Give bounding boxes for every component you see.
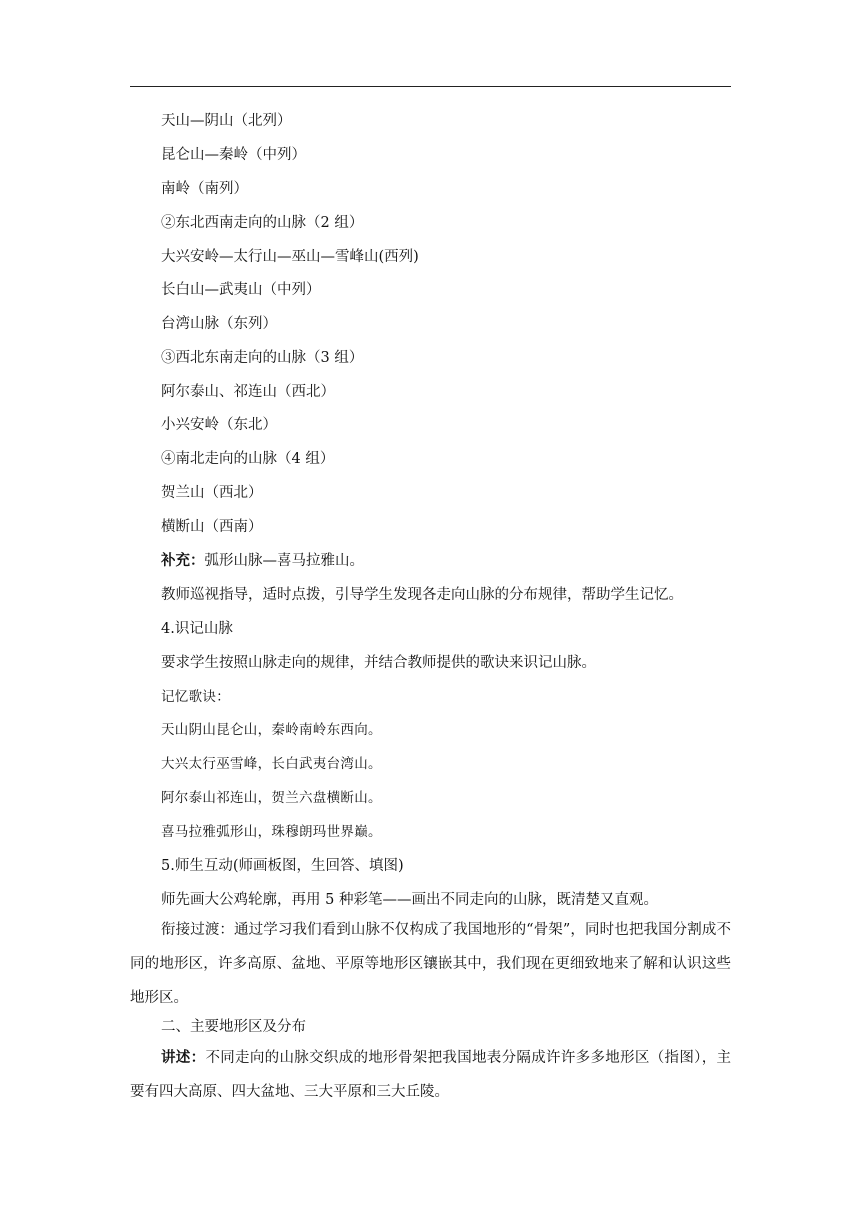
text-line: 教师巡视指导，适时点拨，引导学生发现各走向山脉的分布规律，帮助学生记忆。 [161, 587, 683, 603]
supplement-text: 弧形山脉—喜马拉雅山。 [204, 553, 364, 569]
text-line: ③西北东南走向的山脉（3 组） [161, 350, 364, 366]
mnemonic-line: 大兴太行巫雪峰，长白武夷台湾山。 [161, 756, 382, 772]
mnemonic-line: 天山阴山昆仑山，秦岭南岭东西向。 [161, 722, 382, 738]
text-line: 天山—阴山（北列） [161, 113, 292, 129]
mnemonic-line: 喜马拉雅弧形山，珠穆朗玛世界巅。 [161, 824, 382, 840]
lecture-label: 讲述： [161, 1049, 206, 1066]
supplement-line [161, 551, 364, 571]
lecture-text: 不同走向的山脉交织成的地形骨架把我国地表分隔成许许多多地形区（指图），主要有四大高原、四大盆地、三大平原和三大丘陵。 [130, 1050, 732, 1100]
text-line: 贺兰山（西北） [161, 485, 263, 501]
text-line: 师先画大公鸡轮廓，再用 5 种彩笔——画出不同走向的山脉，既清楚又直观。 [161, 892, 658, 908]
text-line: 大兴安岭—太行山—巫山—雪峰山(西列) [161, 249, 419, 265]
mnemonic-heading: 记忆歌诀： [161, 689, 230, 705]
text-line: 要求学生按照山脉走向的规律，并结合教师提供的歌诀来识记山脉。 [161, 655, 596, 671]
transition-paragraph: 衔接过渡：通过学习我们看到山脉不仅构成了我国地形的“骨架”，同时也把我国分割成不同的地形区，许多高原、盆地、平原等地形区镶嵌其中，我们现在更细致地来了解和认识这些地形区。 [130, 922, 731, 1006]
text-line: ②东北西南走向的山脉（2 组） [161, 215, 364, 231]
section-heading: 5.师生互动(师画板图，生回答、填图) [161, 858, 404, 874]
text-line: 横断山（西南） [161, 519, 263, 535]
lecture-paragraph [130, 1041, 731, 1109]
text-line: 小兴安岭（东北） [161, 417, 277, 433]
section-heading: 4.识记山脉 [161, 621, 233, 637]
supplement-label: 补充： [161, 552, 205, 569]
text-line: 台湾山脉（东列） [161, 316, 277, 332]
header-rule [130, 86, 731, 87]
text-line: 阿尔泰山、祁连山（西北） [161, 384, 335, 400]
text-line: 南岭（南列） [161, 181, 248, 197]
text-line: 昆仑山—秦岭（中列） [161, 147, 306, 163]
text-line: ④南北走向的山脉（4 组） [161, 451, 335, 467]
text-line: 长白山—武夷山（中列） [161, 282, 321, 298]
section-heading: 二、主要地形区及分布 [161, 1019, 306, 1035]
mnemonic-line: 阿尔泰山祁连山，贺兰六盘横断山。 [161, 790, 382, 806]
